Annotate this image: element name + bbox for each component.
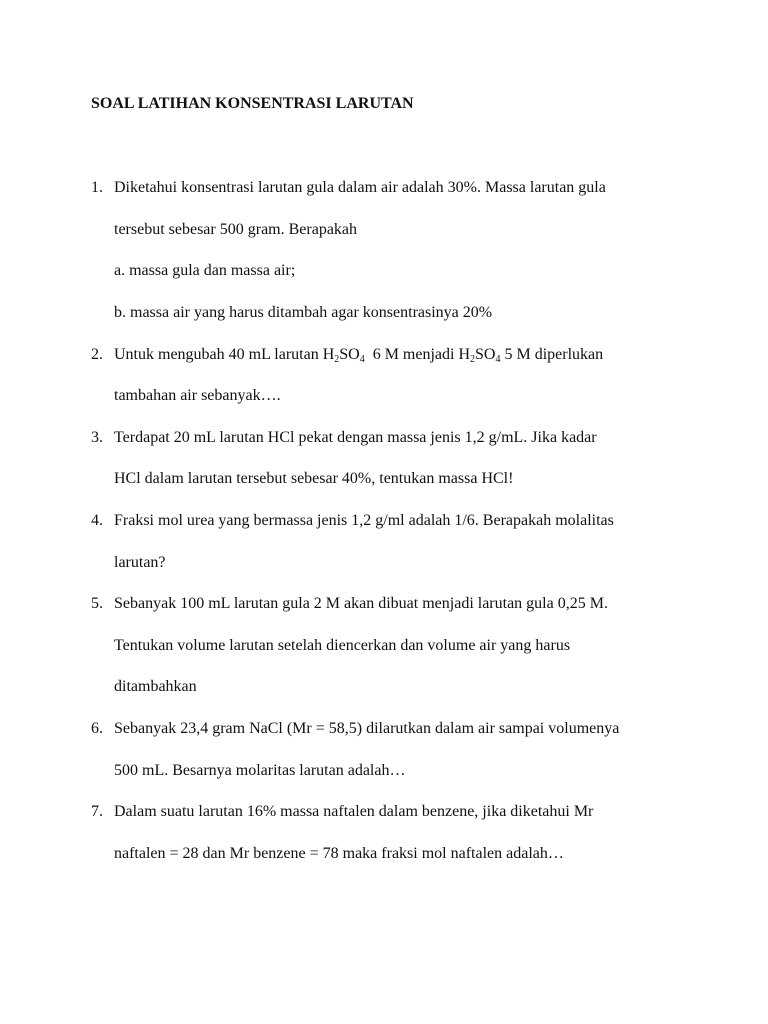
question-text-line: naftalen = 28 dan Mr benzene = 78 maka fraksi mol naftalen adalah… bbox=[114, 845, 564, 862]
question-text-line: Dalam suatu larutan 16% massa naftalen dalam benzene, jika diketahui Mr bbox=[114, 803, 594, 820]
subscript: 4 bbox=[359, 354, 365, 365]
question-text-line: Terdapat 20 mL larutan HCl pekat dengan massa jenis 1,2 g/mL. Jika kadar bbox=[114, 429, 597, 446]
question-text-line: larutan? bbox=[114, 554, 166, 571]
page-title: SOAL LATIHAN KONSENTRASI LARUTAN bbox=[91, 95, 414, 112]
question-number: 6. bbox=[91, 720, 103, 737]
question-text-line: Tentukan volume larutan setelah diencerkan dan volume air yang harus bbox=[114, 637, 571, 654]
question-text-line bbox=[114, 345, 603, 365]
subscript: 2 bbox=[334, 354, 340, 365]
subscript: 4 bbox=[495, 354, 501, 365]
question-text-line: tambahan air sebanyak…. bbox=[114, 387, 281, 404]
question-number: 5. bbox=[91, 595, 103, 612]
question-text-line: tersebut sebesar 500 gram. Berapakah bbox=[114, 221, 358, 238]
question-number: 3. bbox=[91, 429, 103, 446]
text-run: SO bbox=[339, 346, 360, 363]
question-number: 2. bbox=[91, 346, 103, 363]
question-number: 4. bbox=[91, 512, 103, 529]
text-run: Untuk mengubah 40 mL larutan H bbox=[114, 346, 335, 363]
question-text-line: ditambahkan bbox=[114, 678, 197, 695]
text-run: SO bbox=[475, 346, 496, 363]
question-number: 1. bbox=[91, 179, 103, 196]
question-number: 7. bbox=[91, 803, 103, 820]
question-option-b: b. massa air yang harus ditambah agar konsentrasinya 20% bbox=[114, 304, 493, 321]
text-run: 5 M diperlukan bbox=[500, 346, 604, 363]
question-option-a: a. massa gula dan massa air; bbox=[114, 262, 296, 279]
question-text-line: 500 mL. Besarnya molaritas larutan adalah… bbox=[114, 762, 406, 779]
question-text-line: Fraksi mol urea yang bermassa jenis 1,2 g/ml adalah 1/6. Berapakah molalitas bbox=[114, 512, 614, 529]
question-text-line: Sebanyak 23,4 gram NaCl (Mr = 58,5) dilarutkan dalam air sampai volumenya bbox=[114, 720, 620, 737]
text-run: 6 M menjadi H bbox=[364, 346, 471, 363]
question-text-line: Diketahui konsentrasi larutan gula dalam air adalah 30%. Massa larutan gula bbox=[114, 179, 606, 196]
question-text-line: Sebanyak 100 mL larutan gula 2 M akan dibuat menjadi larutan gula 0,25 M. bbox=[114, 595, 608, 612]
question-text-line: HCl dalam larutan tersebut sebesar 40%, tentukan massa HCl! bbox=[114, 470, 514, 487]
subscript: 2 bbox=[470, 354, 476, 365]
